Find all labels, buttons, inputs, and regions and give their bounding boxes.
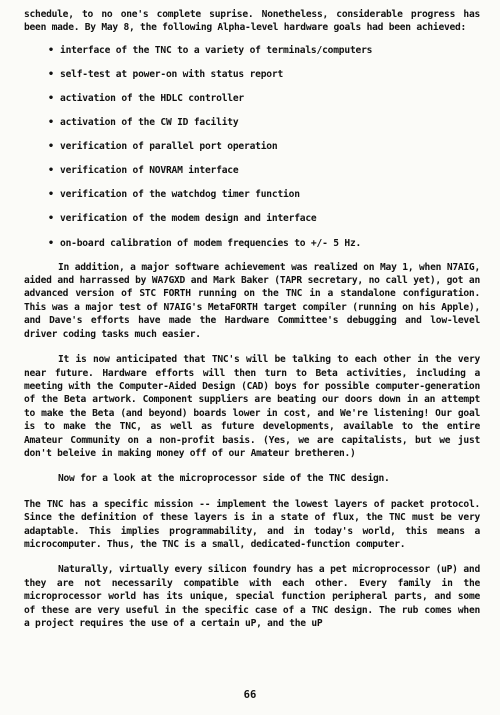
list-item: • verification of NOVRAM interface [48, 165, 239, 177]
bullet-icon: • [48, 44, 54, 56]
bullet-icon: • [48, 189, 54, 201]
list-item: • verification of the watchdog timer function [48, 189, 300, 201]
bullet-icon: • [48, 165, 54, 177]
intro-paragraph: schedule, to no one's complete suprise. Nonetheless, considerable progress has been made. By May 8, the following Alpha-level hardware goals had been achieved: [24, 9, 486, 34]
list-item: • activation of the HDLC controller [48, 93, 245, 104]
paragraph-software-achievement: In addition, a major software achievement was realized on May 1, when N7AIG, aided and harrassed by WA7GXD and Mark Baker (TAPR secretary, no call yet), got an advanced version of STC FORTH running on the TNC in a standalone configuration. This was a major test of N7AIG's MetaFORTH target compiler (running on his Apple), and Dave's efforts have made the Hardware Committee's debugging and low-level driver coding tasks much easier. [24, 261, 486, 340]
bullet-icon: • [48, 117, 54, 129]
page-number: 66 [243, 689, 257, 701]
list-item: • activation of the CW ID facility [48, 117, 239, 129]
bullet-icon: • [48, 237, 54, 249]
paragraph-silicon-foundry: Naturally, virtually every silicon foundry has a pet microprocessor (uP) and they are not necessarily compatible with each other. Every family in the microprocessor world has its unique, special function peripheral parts, and some of these are very useful in the specific case of a TNC design. The rub comes when a project requires the use of a certain uP, and the uP [24, 564, 486, 629]
hardware-goals-list [24, 44, 480, 250]
bullet-icon: • [48, 68, 54, 80]
paragraph-beta-activities: It is now anticipated that TNC's will be talking to each other in the very near future. Hardware efforts will then turn to Beta activities, including a meeting with the Computer-Aided Design (CAD) boys for possible computer-generation of the Beta artwork. Component suppliers are beating our doors down in an attempt to make the Beta (and beyond) boards lower in cost, and We're listening! Our goal is to make the TNC, as well as future developments, available to the entire Amateur Community on a non-profit basis. (Yes, we are capitalists, but we just don't beleive in making money off of our Amateur bretheren.) [24, 354, 486, 459]
paragraph-microprocessor-intro: Now for a look at the microprocessor side of the TNC design. [58, 473, 390, 485]
bullet-icon: • [48, 141, 54, 153]
bullet-icon: • [48, 93, 54, 104]
paragraph-tnc-mission: The TNC has a specific mission -- implement the lowest layers of packet protocol. Since the definition of these layers is in a state of flux, the TNC must be very adaptable. This implies programmability, and in today's world, this means a microcomputer. Thus, the TNC is a small, dedicated-function computer. [24, 498, 486, 550]
list-item: • interface of the TNC to a variety of terminals/computers [48, 44, 373, 56]
list-item: • on-board calibration of modem frequencies to +/- 5 Hz. [48, 237, 362, 249]
list-item: • self-test at power-on with status report [48, 68, 284, 80]
bullet-icon: • [48, 213, 54, 225]
list-item: • verification of parallel port operation [48, 141, 278, 153]
list-item: • verification of the modem design and interface [48, 213, 317, 225]
